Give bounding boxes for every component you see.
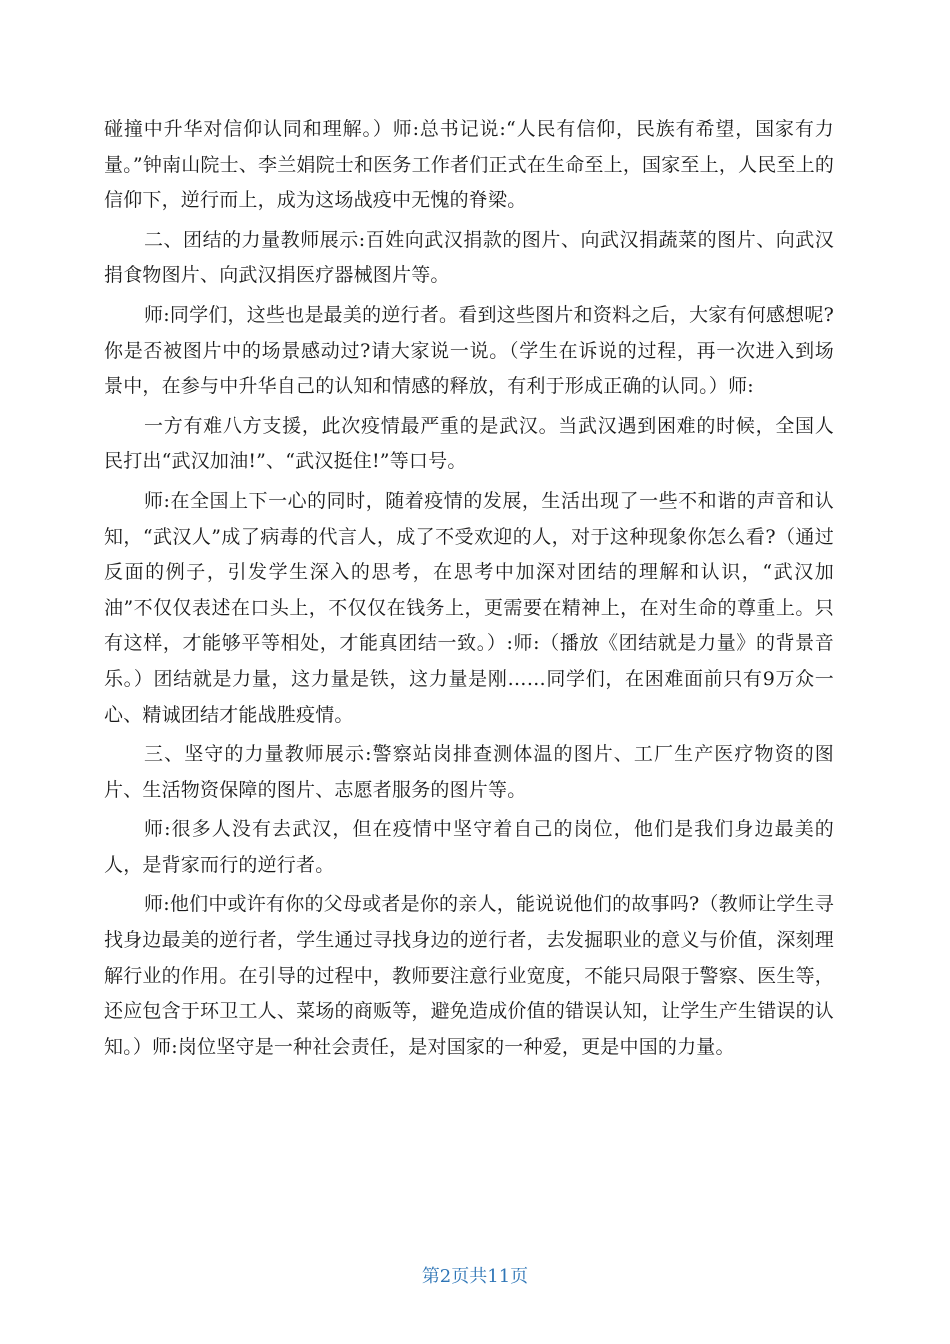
paragraph-4: 一方有难八方支援，此次疫情最严重的是武汉。当武汉遇到困难的时候，全国人民打出“武汉加油!”、“武汉挺住!”等口号。 — [104, 414, 834, 473]
paragraph-1: 碰撞中升华对信仰认同和理解。）师:总书记说:“人民有信仰，民族有希望，国家有力量。”钟南山院士、李兰娟院士和医务工作者们正式在生命至上，国家至上，人民至上的信仰下，逆行而上，成为这场战疫中无愧的脊梁。 — [104, 118, 835, 212]
paragraph-7: 师:很多人没有去武汉，但在疫情中坚守着自己的岗位，他们是我们身边最美的人，是背家而行的逆行者。 — [104, 818, 834, 876]
paragraph-5: 师:在全国上下一心的同时，随着疫情的发展，生活出现了一些不和谐的声音和认知，“武汉人”成了病毒的代言人，成了不受欢迎的人，对于这种现象你怎么看?（通过反面的例子，引发学生深入的思考，在思考中加深对团结的理解和认识，“武汉加油”不仅仅表述在口头上，不仅仅在钱务上，更需要在精神上，在对生命的尊重上。只有这样，才能够平等相处，才能真团结一致。）:师:（播放《团结就是力量》的背景音乐。）团结就是力量，这力量是铁，这力量是刚……同学们，在困难面前只有9万众一心、精诚团结才能战胜疫情。 — [104, 489, 834, 726]
paragraph-2: 二、团结的力量教师展示:百姓向武汉捐款的图片、向武汉捐蔬菜的图片、向武汉捐食物图片、向武汉捐医疗器械图片等。 — [104, 228, 834, 287]
page-number-footer: 第2页共11页 — [421, 1266, 529, 1287]
paragraph-3: 师:同学们，这些也是最美的逆行者。看到这些图片和资料之后，大家有何感想呢?你是否被图片中的场景感动过?请大家说一说。（学生在诉说的过程，再一次进入到场景中，在参与中升华自己的认知和情感的释放，有利于形成正确的认同。）师: — [104, 303, 834, 398]
paragraph-8: 师:他们中或许有你的父母或者是你的亲人，能说说他们的故事吗?（教师让学生寻找身边最美的逆行者，学生通过寻找身边的逆行者，去发掘职业的意义与价值，深刻理解行业的作用。在引导的过程中，教师要注意行业宽度，不能只局限于警察、医生等，还应包含于环卫工人、菜场的商贩等，避免造成价值的错误认知，让学生产生错误的认知。）师:岗位坚守是一种社会责任，是对国家的一种爱，更是中国的力量。 — [104, 893, 834, 1058]
paragraph-6: 三、坚守的力量教师展示:警察站岗排查测体温的图片、工厂生产医疗物资的图片、生活物资保障的图片、志愿者服务的图片等。 — [104, 743, 834, 801]
document-body — [104, 112, 834, 1069]
